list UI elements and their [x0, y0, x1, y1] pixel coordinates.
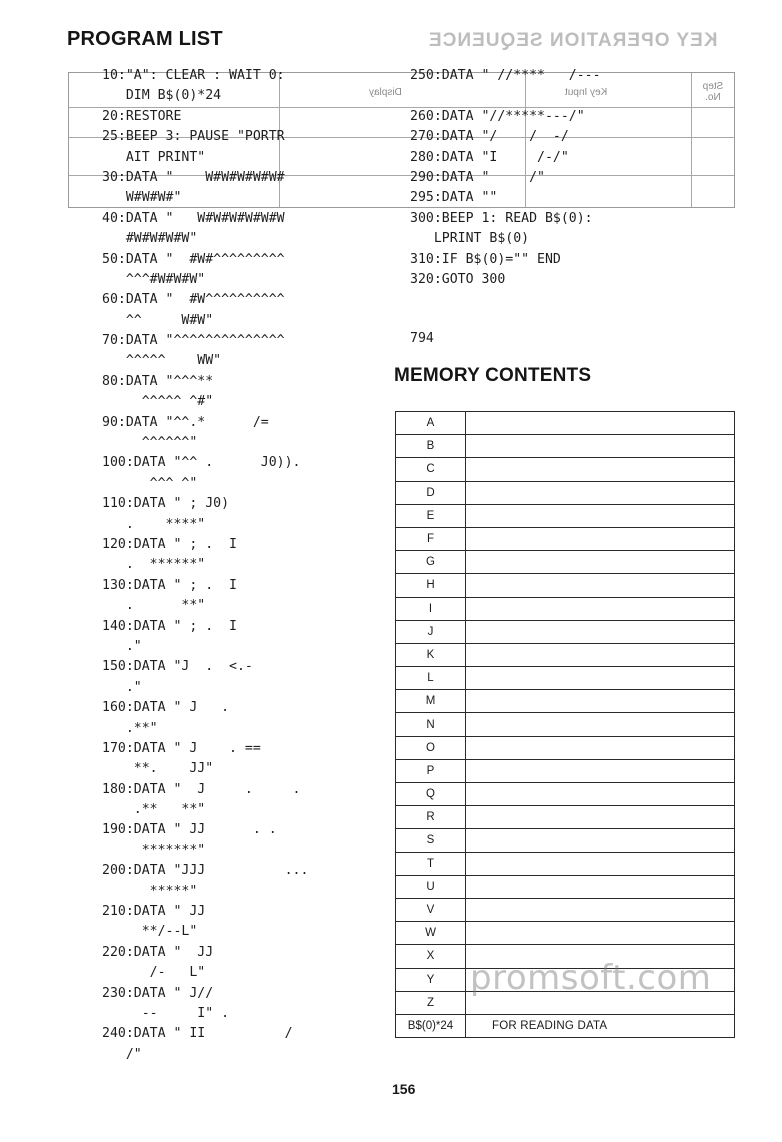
memory-register-value: FOR READING DATA [466, 1014, 735, 1037]
bleed-header-step-no: Step No. [702, 81, 724, 103]
code-line: 20:RESTORE [102, 108, 182, 124]
code-line: 240:DATA " II / [102, 1026, 293, 1042]
memory-register-label: I [396, 597, 466, 620]
memory-register-label: E [396, 504, 466, 527]
memory-register-label: C [396, 458, 466, 481]
code-line: 220:DATA " JJ [102, 944, 214, 960]
code-line: *******" [102, 842, 206, 858]
code-line: 295:DATA "" [410, 190, 498, 206]
code-line: 270:DATA "/ / -/ [410, 129, 569, 145]
code-line: ^^ W#W" [102, 312, 214, 328]
code-line: 230:DATA " J// [102, 985, 214, 1001]
memory-register-label: U [396, 875, 466, 898]
memory-row [396, 412, 735, 435]
memory-register-label: Z [396, 991, 466, 1014]
watermark: promsoft.com [470, 958, 712, 998]
memory-row [396, 643, 735, 666]
memory-register-value [466, 597, 735, 620]
memory-register-value [466, 713, 735, 736]
memory-register-value [466, 412, 735, 435]
memory-register-value [466, 504, 735, 527]
code-line: W#W#W#" [102, 190, 182, 206]
memory-register-label: T [396, 852, 466, 875]
code-line: 70:DATA "^^^^^^^^^^^^^^ [102, 333, 285, 349]
code-line: **/--L" [102, 924, 198, 940]
memory-register-value [466, 852, 735, 875]
code-line: . ******" [102, 557, 206, 573]
code-line: 100:DATA "^^ . J0)). [102, 455, 301, 471]
memory-register-value [466, 759, 735, 782]
code-line: 280:DATA "I /-/" [410, 149, 569, 165]
bleed-header-key-input: Key Input [565, 87, 608, 98]
code-line: 25:BEEP 3: PAUSE "PORTR [102, 129, 285, 145]
memory-register-label: N [396, 713, 466, 736]
memory-register-value [466, 736, 735, 759]
code-line: LPRINT B$(0) [410, 231, 530, 247]
code-line: 50:DATA " #W#^^^^^^^^^ [102, 251, 285, 267]
bleed-through-title: KEY OPERATION SEQUENCE [428, 30, 718, 51]
memory-register-label: K [396, 643, 466, 666]
memory-row [396, 620, 735, 643]
code-line: 300:BEEP 1: READ B$(0): [410, 210, 593, 226]
code-line: /" [102, 1046, 142, 1062]
code-line: **. JJ" [102, 761, 214, 777]
code-line: ^^^^^ ^#" [102, 394, 214, 410]
code-line: 200:DATA "JJJ ... [102, 863, 309, 879]
memory-row [396, 597, 735, 620]
code-line: 150:DATA "J . <.- [102, 659, 253, 675]
memory-register-value [466, 551, 735, 574]
code-line: ^^^^^ WW" [102, 353, 222, 369]
code-line: 180:DATA " J . . [102, 781, 301, 797]
memory-row [396, 504, 735, 527]
code-line: 170:DATA " J . == [102, 740, 261, 756]
memory-register-value [466, 829, 735, 852]
code-line: ." [102, 638, 142, 654]
code-line: ^^^#W#W#W" [102, 271, 206, 287]
program-listing-right [410, 66, 601, 290]
code-line: AIT PRINT" [102, 149, 206, 165]
code-line: 80:DATA "^^^** [102, 373, 214, 389]
memory-register-value [466, 620, 735, 643]
code-line: 120:DATA " ; . I [102, 536, 237, 552]
memory-register-label: Q [396, 783, 466, 806]
memory-register-label: Y [396, 968, 466, 991]
code-line: 290:DATA " /" [410, 169, 545, 185]
code-line: 140:DATA " ; . I [102, 618, 237, 634]
code-line: 210:DATA " JJ [102, 904, 206, 920]
memory-register-label: B [396, 435, 466, 458]
code-line: -- I" . [102, 1005, 230, 1021]
code-line: ^^^ ^" [102, 475, 198, 491]
memory-register-value [466, 435, 735, 458]
memory-row [396, 783, 735, 806]
code-line: 250:DATA " //**** /--- [410, 68, 601, 83]
memory-register-value [466, 574, 735, 597]
memory-row [396, 481, 735, 504]
code-line: . **" [102, 598, 206, 614]
memory-register-label: O [396, 736, 466, 759]
program-list-title: PROGRAM LIST [67, 28, 223, 50]
code-line: DIM B$(0)*24 [102, 88, 222, 104]
code-line: 260:DATA "//*****---/" [410, 108, 585, 124]
memory-register-label: S [396, 829, 466, 852]
memory-row [396, 852, 735, 875]
memory-contents-table [395, 411, 735, 1038]
code-line: 190:DATA " JJ . . [102, 822, 277, 838]
memory-register-label: R [396, 806, 466, 829]
memory-register-label: V [396, 898, 466, 921]
code-line: #W#W#W#W" [102, 231, 198, 247]
memory-register-value [466, 690, 735, 713]
memory-register-label: D [396, 481, 466, 504]
code-line: 320:GOTO 300 [410, 271, 506, 287]
memory-row [396, 435, 735, 458]
code-line: . ****" [102, 516, 206, 532]
code-line: 130:DATA " ; . I [102, 577, 237, 593]
memory-register-label: W [396, 922, 466, 945]
memory-register-label: X [396, 945, 466, 968]
memory-register-label: G [396, 551, 466, 574]
memory-register-label: M [396, 690, 466, 713]
code-line: 90:DATA "^^.* /= [102, 414, 269, 430]
memory-row [396, 898, 735, 921]
memory-register-value [466, 875, 735, 898]
memory-register-label: A [396, 412, 466, 435]
code-line [410, 86, 601, 106]
memory-register-value [466, 527, 735, 550]
code-line: *****" [102, 883, 198, 899]
code-line: 160:DATA " J . [102, 700, 230, 716]
memory-register-value [466, 667, 735, 690]
memory-contents-title: MEMORY CONTENTS [394, 365, 592, 386]
memory-register-value [466, 922, 735, 945]
memory-register-label: F [396, 527, 466, 550]
bleed-header-display: Display [369, 87, 402, 98]
memory-register-label: L [396, 667, 466, 690]
code-line: 310:IF B$(0)="" END [410, 251, 561, 267]
code-line: ^^^^^^" [102, 435, 198, 451]
code-line: /- L" [102, 965, 206, 981]
memory-row [396, 736, 735, 759]
memory-register-value [466, 643, 735, 666]
memory-row [396, 527, 735, 550]
memory-register-label: B$(0)*24 [396, 1014, 466, 1037]
memory-row [396, 806, 735, 829]
bleed-page-number: 794 [410, 331, 434, 346]
code-line: 30:DATA " W#W#W#W#W# [102, 169, 285, 185]
code-line: ." [102, 679, 142, 695]
memory-row [396, 574, 735, 597]
memory-row [396, 551, 735, 574]
memory-register-value [466, 481, 735, 504]
page-number: 156 [392, 1081, 416, 1097]
code-line: .**" [102, 720, 158, 736]
memory-row [396, 458, 735, 481]
memory-register-label: J [396, 620, 466, 643]
memory-row [396, 875, 735, 898]
memory-row [396, 690, 735, 713]
code-line: 10:"A": CLEAR : WAIT 0: [102, 68, 285, 83]
memory-register-value [466, 806, 735, 829]
memory-row [396, 922, 735, 945]
memory-row [396, 829, 735, 852]
code-line: 110:DATA " ; J0) [102, 496, 230, 512]
code-line: 40:DATA " W#W#W#W#W#W [102, 210, 285, 226]
code-line: 60:DATA " #W^^^^^^^^^^ [102, 292, 285, 308]
program-listing-left [102, 66, 308, 1065]
memory-register-label: P [396, 759, 466, 782]
memory-row [396, 1014, 735, 1037]
memory-row [396, 667, 735, 690]
memory-row [396, 759, 735, 782]
memory-register-value [466, 458, 735, 481]
memory-row [396, 713, 735, 736]
memory-register-value [466, 783, 735, 806]
memory-register-value [466, 898, 735, 921]
memory-register-label: H [396, 574, 466, 597]
code-line: .** **" [102, 802, 206, 818]
